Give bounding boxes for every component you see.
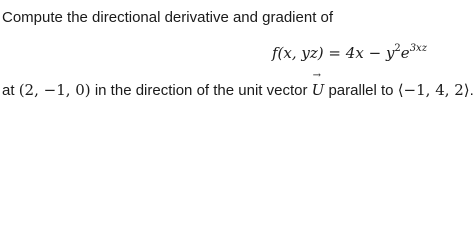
unit-vector bbox=[311, 70, 325, 100]
formula-equals: = bbox=[328, 44, 341, 62]
point-coordinates: (2, −1, 0) bbox=[18, 81, 91, 99]
formula-term2-exponent: 2 bbox=[394, 43, 401, 54]
formula-exp-base: e bbox=[400, 44, 410, 62]
formula-lhs: f(x, yz) bbox=[272, 44, 324, 62]
formula-term2-base: y bbox=[385, 44, 395, 62]
problem-statement bbox=[0, 0, 474, 110]
vector-name: U bbox=[311, 81, 325, 99]
problem-intro: Compute the directional derivative and gradient of bbox=[2, 9, 334, 26]
end-punctuation: . bbox=[469, 82, 474, 99]
formula-minus: − bbox=[368, 44, 382, 62]
problem-direction-line bbox=[2, 70, 474, 101]
function-formula bbox=[272, 43, 427, 63]
vector-arrow-icon: → bbox=[312, 70, 322, 81]
direction-vector: ⟨−1, 4, 2⟩ bbox=[397, 81, 470, 99]
at-text: at bbox=[2, 82, 15, 99]
formula-term1: 4x bbox=[345, 44, 364, 62]
formula-exp-exponent: 3xz bbox=[409, 43, 427, 54]
direction-text: in the direction of the unit vector bbox=[94, 82, 308, 99]
parallel-text: parallel to bbox=[328, 82, 394, 99]
